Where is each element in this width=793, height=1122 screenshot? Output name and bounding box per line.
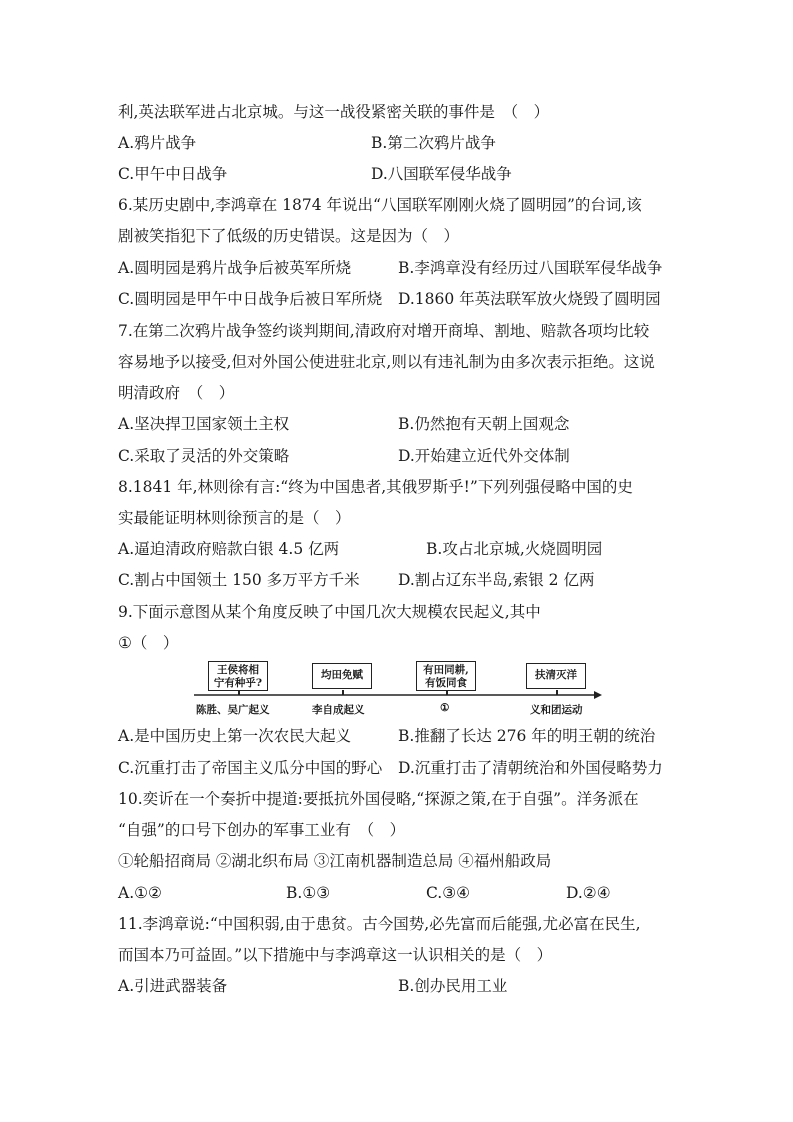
q8-option-c[interactable]: C.割占中国领土 150 多万平方千米 [118,571,360,589]
q5-option-d[interactable]: D.八国联军侵华战争 [371,165,512,183]
timeline-box-1-line-2: 宁有种乎? [213,677,263,689]
q7-stem-line-1: 7.在第二次鸦片战争签约谈判期间,清政府对增开商埠、割地、赔款各项均比较 [118,322,650,340]
q6-option-b[interactable]: B.李鸿章没有经历过八国联军侵华战争 [398,259,663,277]
q5-option-b[interactable]: B.第二次鸦片战争 [371,134,496,152]
timeline-box-3-line-2: 有饭同食 [425,677,467,689]
q10-option-a[interactable]: A.①② [118,884,162,902]
q9-option-c[interactable]: C.沉重打击了帝国主义瓜分中国的野心 [118,759,383,777]
q9-option-a[interactable]: A.是中国历史上第一次农民大起义 [118,727,352,745]
q8-option-d[interactable]: D.割占辽东半岛,索银 2 亿两 [398,571,595,589]
q10-stem-line-3: ①轮船招商局 ②湖北织布局 ③江南机器制造总局 ④福州船政局 [118,852,552,870]
q11-stem-line-2: 而国本乃可益固。”以下措施中与李鸿章这一认识相关的是（ ） [118,946,553,964]
q10-option-c[interactable]: C.③④ [426,884,471,902]
q8-stem-line-1: 8.1841 年,林则徐有言:“终为中国患者,其俄罗斯乎!”下列列强侵略中国的史 [118,478,633,496]
q7-option-b[interactable]: B.仍然抱有天朝上国观念 [398,415,570,433]
q10-stem-line-2: “自强”的口号下创办的军事工业有 （ ） [118,821,406,839]
q8-option-b[interactable]: B.攻占北京城,火烧圆明园 [426,540,603,558]
q9-option-b[interactable]: B.推翻了长达 276 年的明王朝的统治 [398,727,656,745]
q11-option-a[interactable]: A.引进武器装备 [118,977,228,995]
q5-stem-tail: 利,英法联军进占北京城。与这一战役紧密关联的事件是 （ ） [118,103,550,121]
timeline-label-4: 义和团运动 [530,704,583,716]
q6-option-a[interactable]: A.圆明园是鸦片战争后被英军所烧 [118,259,352,277]
q9-timeline-diagram [190,656,610,720]
timeline-box-4 [526,663,586,689]
q6-stem-line-1: 6.某历史剧中,李鸿章在 1874 年说出“八国联军刚刚火烧了圆明园”的台词,该 [118,196,642,214]
q8-option-a[interactable]: A.逼迫清政府赔款白银 4.5 亿两 [118,540,340,558]
q7-stem-line-2: 容易地予以接受,但对外国公使进驻北京,则以有违礼制为由多次表示拒绝。这说 [118,353,655,371]
timeline-box-4-line-1: 扶清灭洋 [535,669,577,681]
timeline-box-1 [208,661,268,691]
timeline-tick-4 [556,690,558,695]
q5-option-a[interactable]: A.鸦片战争 [118,134,197,152]
timeline-tick-2 [342,690,344,695]
q11-stem-line-1: 11.李鸿章说:“中国积弱,由于患贫。古今国势,必先富而后能强,尤必富在民生, [118,915,641,933]
timeline-label-1: 陈胜、吴广起义 [196,704,270,716]
timeline-box-1-line-1: 王侯将相 [217,664,259,676]
q7-option-c[interactable]: C.采取了灵活的外交策略 [118,447,290,465]
timeline-box-2-line-1: 均田免赋 [321,669,363,681]
q7-option-a[interactable]: A.坚决捍卫国家领土主权 [118,415,290,433]
timeline-label-2: 李自成起义 [312,704,365,716]
q5-option-c[interactable]: C.甲午中日战争 [118,165,228,183]
q6-option-d[interactable]: D.1860 年英法联军放火烧毁了圆明园 [398,290,661,308]
q10-option-d[interactable]: D.②④ [566,884,611,902]
q7-stem-line-3: 明清政府 （ ） [118,384,235,402]
timeline-box-2 [312,663,372,689]
q9-stem-line-2: ①（ ） [118,634,179,652]
timeline-box-3-line-1: 有田同耕, [423,664,469,676]
q10-stem-line-1: 10.奕䜣在一个奏折中提道:要抵抗外国侵略,“探源之策,在于自强”。洋务派在 [118,790,639,808]
q6-stem-line-2: 剧被笑指犯下了低级的历史错误。这是因为（ ） [118,227,460,245]
q7-option-d[interactable]: D.开始建立近代外交体制 [398,447,570,465]
timeline-box-3 [416,661,476,691]
q6-option-c[interactable]: C.圆明园是甲午中日战争后被日军所烧 [118,290,383,308]
q8-stem-line-2: 实最能证明林则徐预言的是（ ） [118,509,351,527]
timeline-label-3: ① [440,702,450,714]
q9-option-d[interactable]: D.沉重打击了清朝统治和外国侵略势力 [398,759,663,777]
q9-stem-line-1: 9.下面示意图从某个角度反映了中国几次大规模农民起义,其中 [118,603,541,621]
q10-option-b[interactable]: B.①③ [286,884,331,902]
q11-option-b[interactable]: B.创办民用工业 [398,977,508,995]
